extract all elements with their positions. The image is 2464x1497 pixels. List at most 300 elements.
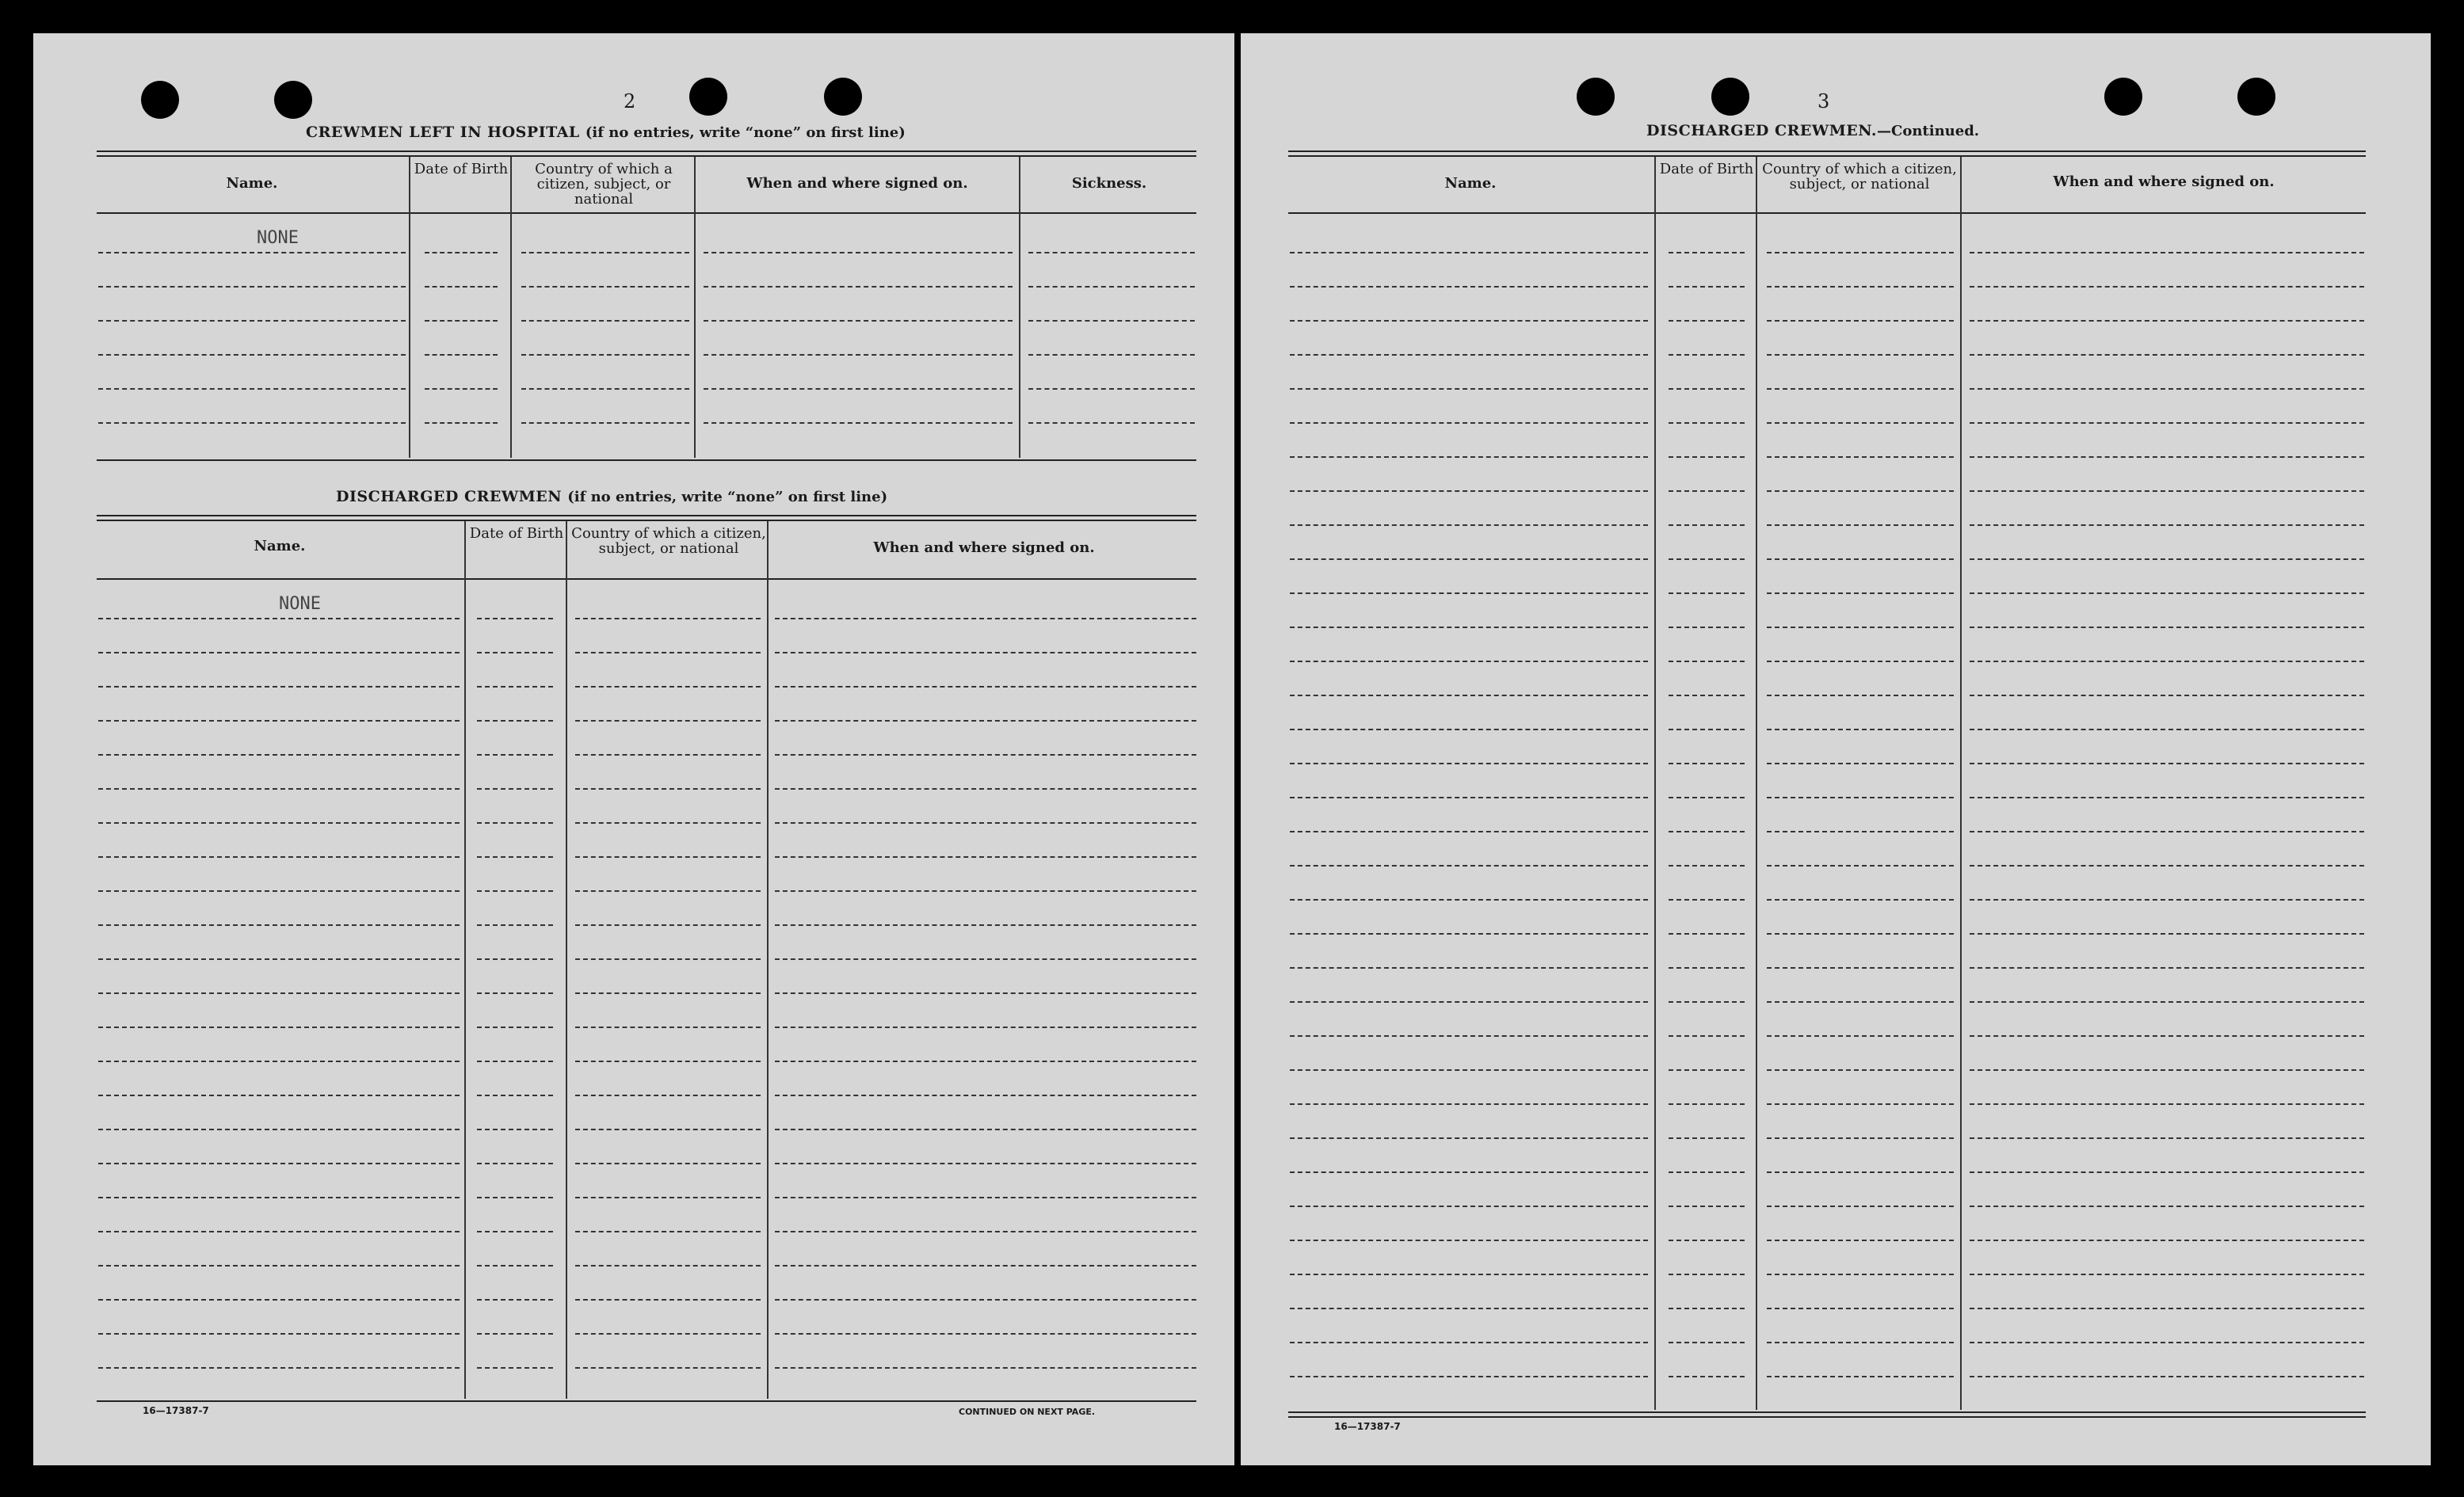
ruled-line	[98, 822, 460, 824]
ruled-line	[477, 958, 553, 960]
ruled-line	[775, 1129, 1196, 1130]
column-line	[1654, 157, 1656, 1410]
ruled-line	[1290, 252, 1648, 253]
ruled-line	[477, 1333, 553, 1335]
ruled-line	[98, 388, 406, 390]
ruled-line	[477, 1197, 553, 1198]
ruled-line	[1669, 797, 1745, 798]
column-line	[694, 157, 696, 458]
ruled-line	[775, 1333, 1196, 1335]
ruled-line	[775, 1367, 1196, 1369]
ruled-line	[1669, 1308, 1745, 1309]
ruled-line	[477, 924, 553, 926]
ruled-line	[1290, 1376, 1648, 1377]
ruled-line	[98, 422, 406, 424]
col-name: Name.	[254, 538, 306, 554]
col-country: Country of which a citizen, subject, or national	[1762, 161, 1957, 192]
rule	[97, 212, 1196, 214]
ruled-line	[1290, 933, 1648, 935]
ruled-line	[1970, 797, 2364, 798]
ruled-line	[575, 1333, 761, 1335]
ruled-line	[477, 720, 553, 722]
ruled-line	[1290, 1308, 1648, 1309]
ruled-line	[1767, 558, 1954, 560]
ruled-line	[477, 992, 553, 994]
ruled-line	[1970, 729, 2364, 730]
ruled-line	[575, 1231, 761, 1232]
column-line	[566, 521, 567, 1399]
ruled-line	[1767, 899, 1954, 901]
ruled-line	[575, 822, 761, 824]
ruled-line	[575, 1095, 761, 1096]
ruled-line	[1970, 1035, 2364, 1037]
ruled-line	[575, 1061, 761, 1062]
ruled-line	[477, 754, 553, 756]
column-line	[1756, 157, 1757, 1410]
ruled-line	[1970, 763, 2364, 764]
ruled-line	[477, 1299, 553, 1301]
ruled-line	[1767, 422, 1954, 424]
ruled-line	[1290, 967, 1648, 969]
ruled-line	[575, 652, 761, 653]
ruled-line	[1970, 252, 2364, 253]
ruled-line	[1669, 695, 1745, 696]
ruled-line	[1767, 1274, 1954, 1275]
ruled-line	[1290, 695, 1648, 696]
ruled-line	[704, 320, 1013, 322]
ruled-line	[1767, 1001, 1954, 1003]
ruled-line	[1767, 1171, 1954, 1173]
ruled-line	[704, 286, 1013, 288]
column-line	[767, 521, 769, 1399]
ruled-line	[775, 1265, 1196, 1267]
ruled-line	[98, 1265, 460, 1267]
ruled-line	[425, 320, 498, 322]
continued-note: CONTINUED ON NEXT PAGE.	[959, 1407, 1096, 1417]
discharged-title: DISCHARGED CREWMEN	[336, 488, 563, 505]
ruled-line	[1970, 320, 2364, 322]
ruled-line	[1669, 524, 1745, 526]
ruled-line	[1290, 354, 1648, 356]
ruled-line	[1970, 1069, 2364, 1071]
ruled-line	[1970, 1206, 2364, 1207]
ruled-line	[1767, 933, 1954, 935]
ruled-line	[1290, 1137, 1648, 1139]
ruled-line	[704, 252, 1013, 253]
ruled-line	[1669, 1069, 1745, 1071]
ruled-line	[1290, 1103, 1648, 1105]
rule	[97, 1400, 1196, 1402]
col-country: Country of which a citizen, subject, or national	[571, 525, 766, 557]
ruled-line	[575, 720, 761, 722]
rule	[1288, 1411, 2366, 1413]
column-line	[1019, 157, 1020, 458]
ruled-line	[1669, 729, 1745, 730]
ruled-line	[1970, 695, 2364, 696]
ruled-line	[521, 320, 689, 322]
ruled-line	[1290, 1274, 1648, 1275]
ruled-line	[1290, 797, 1648, 798]
ruled-line	[1669, 967, 1745, 969]
ruled-line	[1970, 627, 2364, 628]
ruled-line	[1970, 592, 2364, 594]
ruled-line	[775, 618, 1196, 619]
ruled-line	[1767, 456, 1954, 458]
ruled-line	[98, 856, 460, 858]
column-line	[409, 157, 410, 458]
ruled-line	[98, 1231, 460, 1232]
hospital-title: CREWMEN LEFT IN HOSPITAL	[306, 124, 580, 141]
left-page	[33, 33, 1234, 1465]
ruled-line	[1669, 1206, 1745, 1207]
col-signed: When and where signed on.	[2053, 173, 2275, 190]
ruled-line	[521, 422, 689, 424]
col-signed: When and where signed on.	[873, 539, 1095, 556]
ruled-line	[575, 1299, 761, 1301]
ruled-line	[477, 1163, 553, 1164]
ruled-line	[1970, 1274, 2364, 1275]
form-number: 16—17387-7	[1334, 1421, 1401, 1432]
column-line	[510, 157, 512, 458]
rule	[1288, 212, 2366, 214]
ruled-line	[775, 958, 1196, 960]
ruled-line	[98, 1197, 460, 1198]
ruled-line	[1028, 252, 1195, 253]
ruled-line	[1970, 865, 2364, 867]
ruled-line	[1970, 1103, 2364, 1105]
ruled-line	[1028, 388, 1195, 390]
ruled-line	[1669, 627, 1745, 628]
ruled-line	[775, 754, 1196, 756]
ruled-line	[1669, 1103, 1745, 1105]
punch-hole	[141, 81, 179, 119]
ruled-line	[1767, 524, 1954, 526]
ruled-line	[575, 856, 761, 858]
ruled-line	[98, 788, 460, 790]
ruled-line	[425, 388, 498, 390]
ruled-line	[1290, 456, 1648, 458]
ruled-line	[98, 1367, 460, 1369]
ruled-line	[575, 754, 761, 756]
ruled-line	[1669, 592, 1745, 594]
ruled-line	[1028, 354, 1195, 356]
ruled-line	[1669, 1035, 1745, 1037]
ruled-line	[1970, 661, 2364, 662]
ruled-line	[775, 1299, 1196, 1301]
ruled-line	[1290, 661, 1648, 662]
ruled-line	[1290, 1240, 1648, 1241]
ruled-line	[1669, 899, 1745, 901]
ruled-line	[98, 286, 406, 288]
ruled-line	[575, 686, 761, 688]
ruled-line	[575, 1163, 761, 1164]
ruled-line	[575, 1197, 761, 1198]
ruled-line	[1767, 1376, 1954, 1377]
ruled-line	[1970, 422, 2364, 424]
ruled-line	[1767, 1069, 1954, 1071]
ruled-line	[1767, 1137, 1954, 1139]
ruled-line	[1970, 1001, 2364, 1003]
right-page	[1241, 33, 2431, 1465]
ruled-line	[775, 992, 1196, 994]
ruled-line	[98, 320, 406, 322]
ruled-line	[477, 1027, 553, 1028]
ruled-line	[477, 1367, 553, 1369]
ruled-line	[1290, 1342, 1648, 1343]
ruled-line	[575, 924, 761, 926]
ruled-line	[1669, 1274, 1745, 1275]
ruled-line	[98, 754, 460, 756]
ruled-line	[1669, 865, 1745, 867]
col-dob: Date of Birth	[469, 525, 564, 542]
hospital-note: (if no entries, write “none” on first line)	[585, 124, 906, 141]
ruled-line	[98, 1027, 460, 1028]
ruled-line	[477, 652, 553, 653]
rule	[97, 578, 1196, 580]
ruled-line	[1767, 592, 1954, 594]
ruled-line	[1669, 661, 1745, 662]
column-line	[464, 521, 466, 1399]
ruled-line	[425, 252, 498, 253]
ruled-line	[1970, 456, 2364, 458]
ruled-line	[521, 286, 689, 288]
ruled-line	[575, 992, 761, 994]
ruled-line	[1669, 456, 1745, 458]
ruled-line	[775, 1197, 1196, 1198]
ruled-line	[1290, 422, 1648, 424]
ruled-line	[775, 720, 1196, 722]
ruled-line	[1767, 490, 1954, 492]
punch-hole	[689, 78, 727, 116]
ruled-line	[425, 422, 498, 424]
ruled-line	[98, 618, 460, 619]
page-number: 3	[1817, 90, 1830, 112]
ruled-line	[1669, 388, 1745, 390]
ruled-line	[477, 788, 553, 790]
ruled-line	[1290, 388, 1648, 390]
ruled-line	[575, 1129, 761, 1130]
ruled-line	[1970, 524, 2364, 526]
ruled-line	[1970, 490, 2364, 492]
ruled-line	[1290, 490, 1648, 492]
punch-hole	[1711, 78, 1749, 116]
ruled-line	[521, 354, 689, 356]
ruled-line	[477, 1265, 553, 1267]
hospital-section-title	[306, 124, 906, 141]
ruled-line	[1669, 320, 1745, 322]
ruled-line	[98, 890, 460, 892]
ruled-line	[1669, 1342, 1745, 1343]
ruled-line	[477, 1061, 553, 1062]
rule	[1288, 155, 2366, 157]
ruled-line	[775, 822, 1196, 824]
column-line	[1960, 157, 1962, 1410]
ruled-line	[98, 720, 460, 722]
col-dob: Date of Birth	[1659, 161, 1754, 177]
ruled-line	[1970, 1171, 2364, 1173]
ruled-line	[1028, 422, 1195, 424]
ruled-line	[1290, 831, 1648, 832]
ruled-line	[1669, 1137, 1745, 1139]
col-name: Name.	[226, 175, 278, 192]
ruled-line	[477, 686, 553, 688]
ruled-line	[775, 1231, 1196, 1232]
ruled-line	[1290, 763, 1648, 764]
ruled-line	[1970, 967, 2364, 969]
ruled-line	[1970, 933, 2364, 935]
ruled-line	[98, 686, 460, 688]
page-number: 2	[624, 90, 636, 112]
ruled-line	[1767, 831, 1954, 832]
form-number: 16—17387-7	[143, 1405, 209, 1416]
ruled-line	[521, 388, 689, 390]
ruled-line	[1970, 899, 2364, 901]
ruled-line	[775, 686, 1196, 688]
ruled-line	[1970, 1137, 2364, 1139]
ruled-line	[1290, 592, 1648, 594]
ruled-line	[477, 1095, 553, 1096]
ruled-line	[1669, 490, 1745, 492]
ruled-line	[1970, 1376, 2364, 1377]
ruled-line	[704, 354, 1013, 356]
ruled-line	[1970, 388, 2364, 390]
ruled-line	[1290, 1069, 1648, 1071]
ruled-line	[98, 958, 460, 960]
ruled-line	[477, 618, 553, 619]
ruled-line	[1028, 286, 1195, 288]
punch-hole	[2104, 78, 2142, 116]
ruled-line	[775, 1027, 1196, 1028]
punch-hole	[1577, 78, 1615, 116]
ruled-line	[1970, 1240, 2364, 1241]
ruled-line	[1767, 1206, 1954, 1207]
ruled-line	[1290, 627, 1648, 628]
ruled-line	[1767, 1342, 1954, 1343]
ruled-line	[425, 286, 498, 288]
ruled-line	[1669, 286, 1745, 288]
ruled-line	[1970, 286, 2364, 288]
discharged-note: (if no entries, write “none” on first line)	[567, 489, 888, 505]
ruled-line	[1970, 558, 2364, 560]
ruled-line	[1767, 252, 1954, 253]
ruled-line	[98, 354, 406, 356]
ruled-line	[98, 1061, 460, 1062]
ruled-line	[1767, 1103, 1954, 1105]
col-signed: When and where signed on.	[746, 175, 968, 192]
rule	[1288, 150, 2366, 152]
rule	[1288, 1416, 2366, 1418]
ruled-line	[1767, 695, 1954, 696]
ruled-line	[575, 1265, 761, 1267]
ruled-line	[1290, 558, 1648, 560]
ruled-line	[575, 618, 761, 619]
ruled-line	[1767, 388, 1954, 390]
ruled-line	[1669, 1376, 1745, 1377]
ruled-line	[575, 890, 761, 892]
ruled-line	[98, 1095, 460, 1096]
ruled-line	[425, 354, 498, 356]
ruled-line	[1767, 286, 1954, 288]
ruled-line	[1290, 1171, 1648, 1173]
ruled-line	[477, 856, 553, 858]
discharged-continued-title	[1646, 122, 1979, 139]
discharged-section-title	[336, 488, 887, 505]
rule	[97, 155, 1196, 157]
ruled-line	[98, 252, 406, 253]
ruled-line	[1669, 1171, 1745, 1173]
ruled-line	[98, 1129, 460, 1130]
ruled-line	[98, 992, 460, 994]
ruled-line	[775, 856, 1196, 858]
ruled-line	[1767, 661, 1954, 662]
ruled-line	[1290, 729, 1648, 730]
ruled-line	[98, 1333, 460, 1335]
ruled-line	[1767, 627, 1954, 628]
punch-hole	[2237, 78, 2275, 116]
ruled-line	[1669, 422, 1745, 424]
ruled-line	[575, 788, 761, 790]
rule	[97, 150, 1196, 152]
ruled-line	[704, 422, 1013, 424]
ruled-line	[1669, 354, 1745, 356]
ruled-line	[1767, 865, 1954, 867]
ruled-line	[775, 1061, 1196, 1062]
punch-hole	[274, 81, 312, 119]
ruled-line	[1669, 1001, 1745, 1003]
ruled-line	[1970, 354, 2364, 356]
ruled-line	[1669, 252, 1745, 253]
ruled-line	[1970, 831, 2364, 832]
discharged-entry: NONE	[279, 594, 321, 614]
col-dob: Date of Birth	[414, 161, 509, 177]
col-name: Name.	[1444, 175, 1497, 192]
rule	[97, 515, 1196, 516]
ruled-line	[775, 788, 1196, 790]
ruled-line	[775, 890, 1196, 892]
ruled-line	[1767, 1240, 1954, 1241]
hospital-entry: NONE	[257, 228, 299, 248]
ruled-line	[575, 1027, 761, 1028]
ruled-line	[1290, 1206, 1648, 1207]
ruled-line	[575, 958, 761, 960]
ruled-line	[704, 388, 1013, 390]
ruled-line	[1669, 558, 1745, 560]
ruled-line	[775, 1095, 1196, 1096]
ruled-line	[477, 822, 553, 824]
ruled-line	[775, 652, 1196, 653]
ruled-line	[1767, 1035, 1954, 1037]
ruled-line	[1290, 320, 1648, 322]
col-country: Country of which a citizen, subject, or national	[535, 161, 673, 208]
ruled-line	[1290, 1035, 1648, 1037]
ruled-line	[1028, 320, 1195, 322]
ruled-line	[477, 890, 553, 892]
ruled-line	[1767, 320, 1954, 322]
ruled-line	[1767, 797, 1954, 798]
punch-hole	[824, 78, 862, 116]
ruled-line	[1767, 763, 1954, 764]
ruled-line	[775, 1163, 1196, 1164]
ruled-line	[98, 924, 460, 926]
ruled-line	[98, 652, 460, 653]
ruled-line	[98, 1163, 460, 1164]
ruled-line	[1767, 354, 1954, 356]
ruled-line	[1290, 286, 1648, 288]
ruled-line	[477, 1231, 553, 1232]
ruled-line	[1290, 899, 1648, 901]
ruled-line	[1970, 1342, 2364, 1343]
ruled-line	[98, 1299, 460, 1301]
